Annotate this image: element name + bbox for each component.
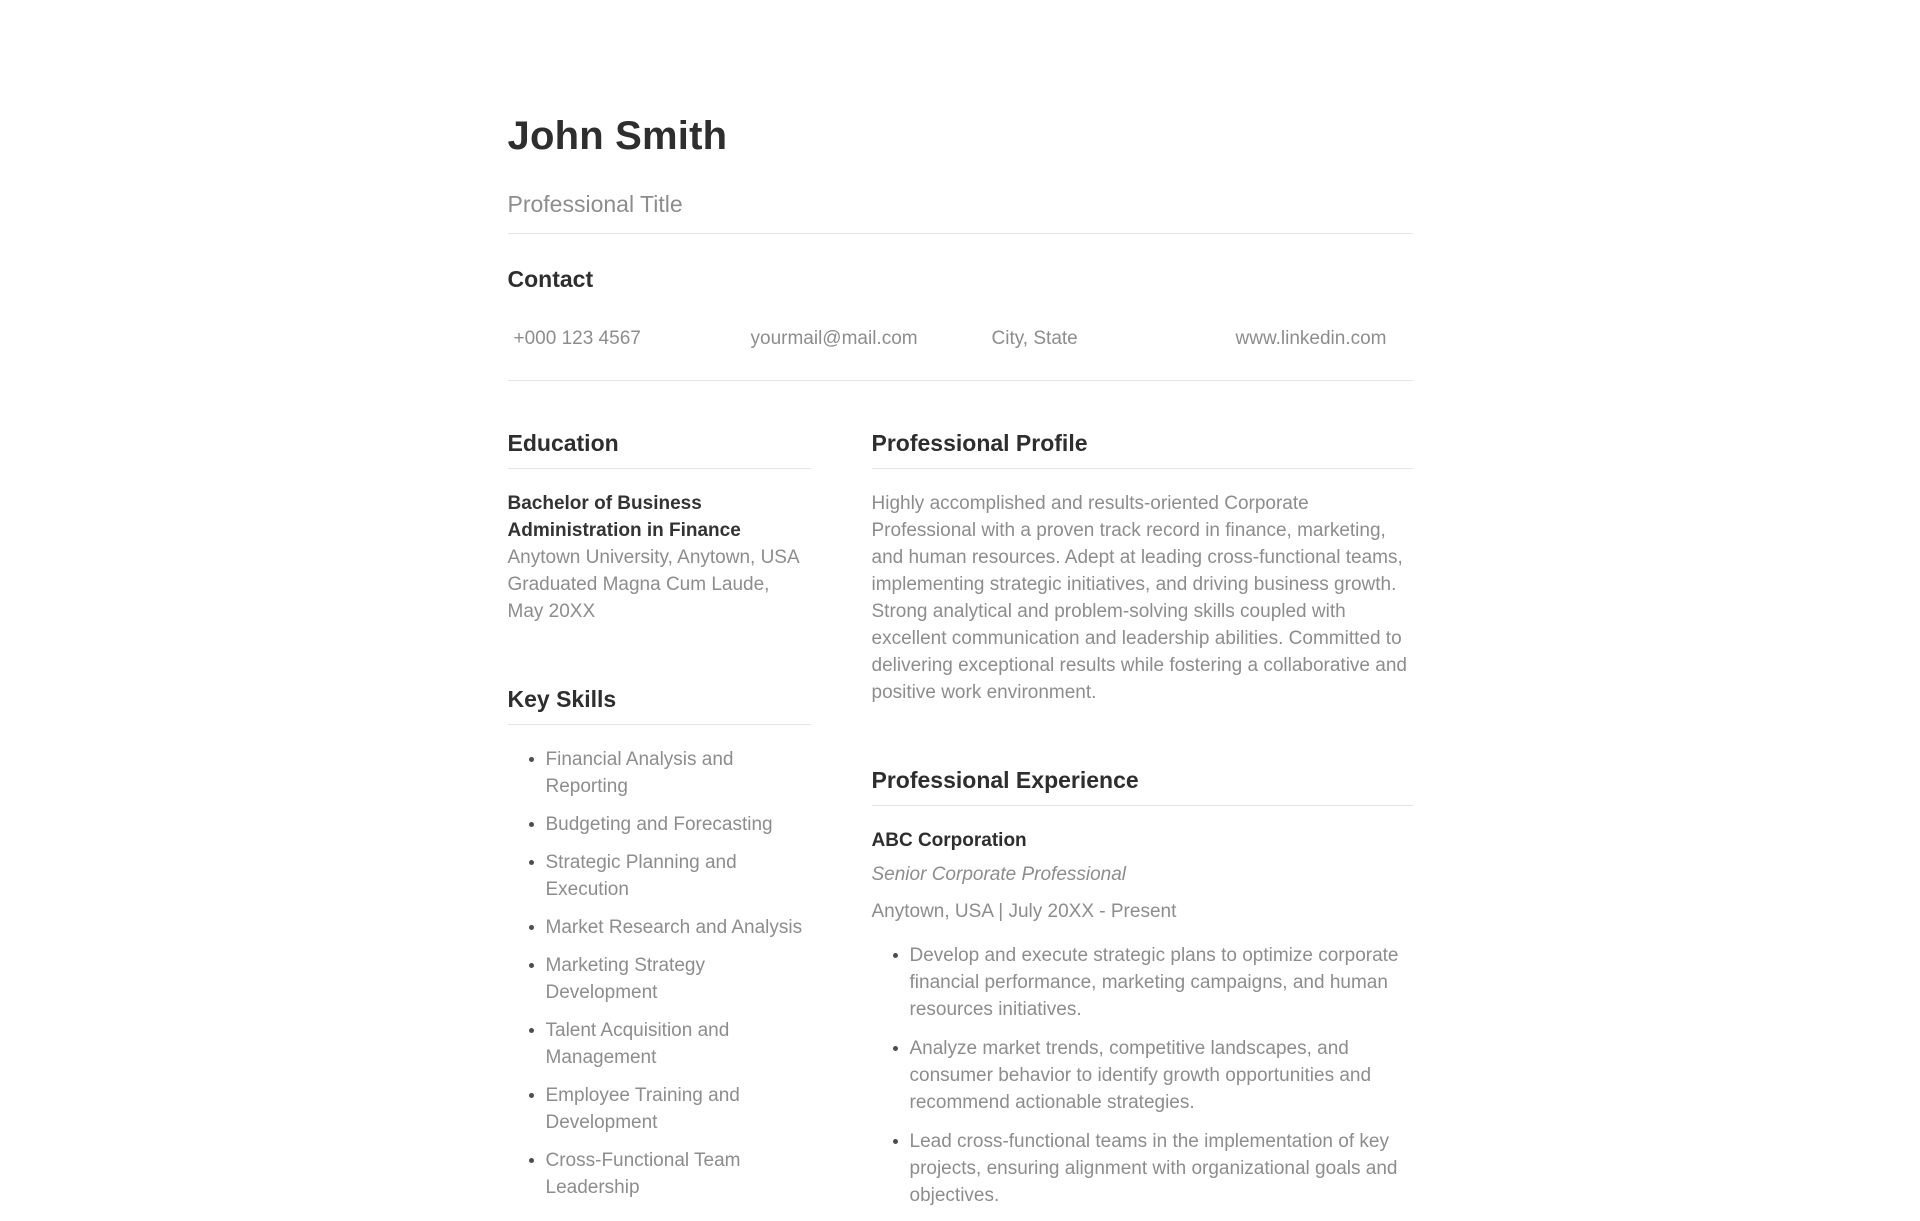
job-bullet: • Analyze market trends, competitive landscapes, and consumer behavior to identify growth opportunities and recommend actionable strategies. <box>910 1035 1413 1116</box>
skill-item: • Financial Analysis and Reporting <box>546 746 811 800</box>
key-skills-heading: Key Skills <box>508 685 811 725</box>
job-entry <box>872 827 1413 1209</box>
education-heading: Education <box>508 429 811 469</box>
resume-page <box>508 0 1413 1221</box>
header-divider <box>508 233 1413 234</box>
profile-text: Highly accomplished and results-oriented Corporate Professional with a proven track record in finance, marketing, and human resources. Adept at leading cross-functional teams, implementing strategic initiatives, and driving business growth. Strong analytical and problem-solving skills coupled with excellent communication and leadership abilities. Committed to delivering exceptional results while fostering a collaborative and positive work environment. <box>871 493 1407 703</box>
contact-heading: Contact <box>507 266 594 292</box>
contact-row <box>508 327 1413 351</box>
professional-profile-section <box>872 429 1413 706</box>
job-bullet: • Lead cross-functional teams in the implementation of key projects, ensuring alignment with organizational goals and objectives. <box>910 1128 1413 1209</box>
education-section <box>508 429 811 625</box>
job-bullet: • Develop and execute strategic plans to optimize corporate financial performance, marketing campaigns, and human resources initiatives. <box>910 942 1413 1023</box>
skill-item: • Cross-Functional Team Leadership <box>546 1147 811 1201</box>
key-skills-section <box>508 685 811 1201</box>
education-entry <box>508 490 811 625</box>
job-company: ABC Corporation <box>871 830 1027 851</box>
education-degree: Bachelor of Business Administration in Finance <box>507 493 741 541</box>
job-meta: Anytown, USA | July 20XX - Present <box>871 901 1177 922</box>
professional-profile-heading: Professional Profile <box>872 429 1413 469</box>
professional-experience-heading: Professional Experience <box>872 766 1413 806</box>
skill-item: • Marketing Strategy Development <box>546 952 811 1006</box>
left-column <box>508 429 811 1221</box>
resume-columns <box>508 429 1413 1221</box>
skills-list <box>508 746 811 1201</box>
job-role: Senior Corporate Professional <box>871 864 1127 885</box>
contact-item: City, State <box>991 328 1078 349</box>
skill-item: • Strategic Planning and Execution <box>546 849 811 903</box>
contact-item: www.linkedin.com <box>1235 328 1387 349</box>
education-honors: Graduated Magna Cum Laude, May 20XX <box>507 574 770 622</box>
education-school: Anytown University, Anytown, USA <box>507 547 800 568</box>
skill-item: • Budgeting and Forecasting <box>546 811 811 838</box>
skill-item: • Talent Acquisition and Management <box>546 1017 811 1071</box>
contact-item: yourmail@mail.com <box>750 328 918 349</box>
right-column <box>872 429 1413 1221</box>
person-name: John Smith <box>507 114 728 158</box>
skill-item: • Employee Training and Development <box>546 1082 811 1136</box>
job-bullet-list <box>872 942 1413 1209</box>
professional-experience-section <box>872 766 1413 1209</box>
professional-title: Professional Title <box>507 191 683 217</box>
contact-divider <box>508 380 1413 381</box>
contact-section <box>508 265 1413 351</box>
skill-item: • Market Research and Analysis <box>546 914 811 941</box>
contact-item: +000 123 4567 <box>513 328 641 349</box>
